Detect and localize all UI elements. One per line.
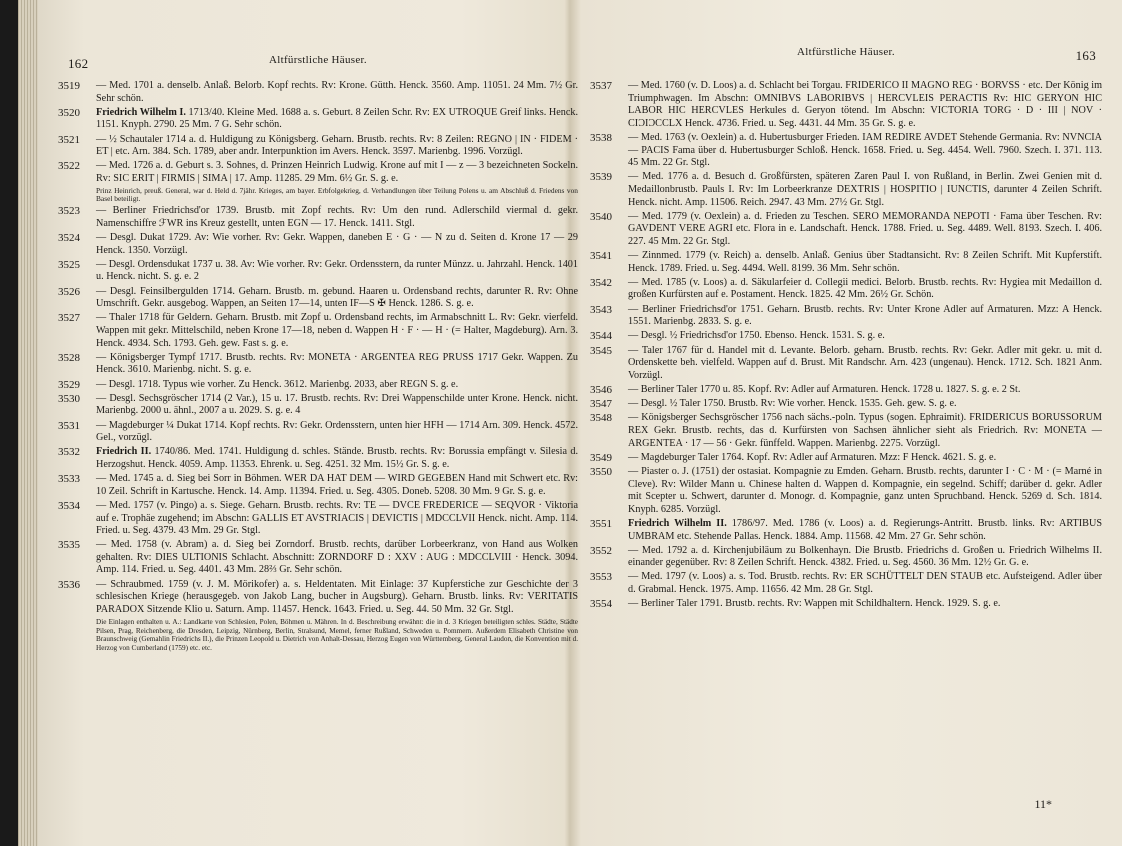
- entry-text: — Med. 1758 (v. Abram) a. d. Sieg bei Zorndorf. Brustb. rechts, darüber Lorbeerkranz, von Hand aus Wolken gehalten. Rv: DIES ULTIONIS Schlacht. Abschnitt: ZORNDORF D : XXV : AUG : MDCCLVIII · Henck. 3094. Amp. 114. Fried. u. Seg. 4401. 43 Mm. 28⅔ Gr. Sehr schön.: [96, 539, 578, 576]
- entry-number: 3553: [590, 571, 612, 584]
- catalog-entry: [590, 132, 1102, 170]
- entry-number: 3539: [590, 171, 612, 184]
- entry-number: 3551: [590, 517, 612, 530]
- catalog-entry: [590, 330, 1102, 343]
- entry-text: — Berliner Taler 1770 u. 85. Kopf. Rv: Adler auf Armaturen. Henck. 1728 u. 1827. S. g. e. 2 St.: [628, 384, 1021, 395]
- entry-text: — Desgl. Sechsgröscher 1714 (2 Var.), 15 u. 17. Brustb. rechts. Rv: Drei Wappenschilde unter Krone. Henck. nicht. Marienbg. 2000 u. ähnl., 2007 a u. 2029. S. g. e. 4: [96, 392, 578, 417]
- catalog-entry: [590, 412, 1102, 450]
- catalog-entry: [590, 211, 1102, 249]
- entry-number: 3527: [58, 312, 80, 325]
- left-page-header: [58, 46, 578, 71]
- catalog-entry: [590, 304, 1102, 329]
- entry-number: 3537: [590, 80, 612, 92]
- ruler-name: Friedrich II.: [96, 446, 155, 458]
- catalog-entry: [590, 80, 1102, 130]
- catalog-entry: [590, 518, 1102, 543]
- ruler-name: Friedrich Wilhelm I.: [96, 106, 189, 118]
- entry-number: 3519: [58, 80, 80, 92]
- right-page-header: [590, 46, 1102, 66]
- entry-text: — Schraubmed. 1759 (v. J. M. Mörikofer) a. s. Heldentaten. Mit Einlage: 37 Kupferstiche zur Geschichte der 3 schlesischen Kriege (herausgegeb. von Jakob Lang, bucher in Augsburg). Geharn. Brustb. links. Rv: VERITATIS PARADOX Sitzende Klio u. Saturn. Amp. 11457. Henck. 1643. Fried. u. Seg. 44. 50 Mm. 32 Gr. Stgl.: [96, 578, 578, 615]
- catalog-entry: [58, 205, 578, 230]
- entry-number: 3529: [58, 378, 80, 391]
- entry-number: 3544: [590, 330, 612, 343]
- catalog-entry: [58, 539, 578, 577]
- catalog-entry: [590, 171, 1102, 209]
- entry-number: 3530: [58, 392, 80, 405]
- entry-number: 3546: [590, 384, 612, 396]
- signature-mark: 11*: [1034, 797, 1052, 811]
- catalog-entry: [58, 259, 578, 284]
- catalog-entry: [590, 545, 1102, 570]
- entry-number: 3552: [590, 544, 612, 557]
- entry-number: 3550: [590, 465, 612, 478]
- catalog-entry: [58, 312, 578, 350]
- catalog-entry: [590, 277, 1102, 302]
- entry-number: 3541: [590, 250, 612, 263]
- entry-number: 3525: [58, 258, 80, 271]
- entry-number: 3538: [590, 131, 612, 144]
- entry-text: — Desgl. ½ Friedrichsd'or 1750. Ebenso. Henck. 1531. S. g. e.: [628, 330, 885, 342]
- entry-text: — Med. 1785 (v. Loos) a. d. Säkularfeier d. Collegii medici. Belorb. Brustb. rechts. Rv: Hygiea mit Medaillon d. großen Kurfürsten auf e. Postament. Henck. 1825. 42 Mm. 26½ Gr. Schön.: [628, 276, 1102, 301]
- catalog-entry: [58, 446, 578, 471]
- entry-number: 3535: [58, 539, 80, 552]
- catalog-entry: [590, 250, 1102, 275]
- entry-number: 3543: [590, 303, 612, 316]
- entry-text: — Desgl. Feinsilbergulden 1714. Geharn. Brustb. m. gebund. Haaren u. Ordensband rechts, darunter R. Rv: Ohne Umschrift. Gekr. ausgebog. Wappen, an Seiten 17—14, unten IF—S ✠ Henck. 1286. S. g. e.: [96, 285, 578, 310]
- catalog-entry: [58, 393, 578, 418]
- catalog-entry: [590, 571, 1102, 596]
- entry-number: 3533: [58, 473, 80, 486]
- right-page: [590, 0, 1102, 846]
- catalog-entry: [590, 345, 1102, 383]
- entry-text: — Med. 1797 (v. Loos) a. s. Tod. Brustb. rechts. Rv: ER SCHÜTTELT DEN STAUB etc. Aufsteigend. Adler über d. Grabmal. Henck. 1975. Amp. 11656. 42 Mm. 28 Gr. Stgl.: [628, 571, 1102, 596]
- entry-text: — Königsberger Tympf 1717. Brustb. rechts. Rv: MONETA · ARGENTEA REG PRUSS 1717 Gekr. Wappen. Zu Henck. 3610. Marienbg. nicht. S. g. e.: [96, 351, 578, 376]
- entry-text: 1786/97. Med. 1786 (v. Loos) a. d. Regierungs-Antritt. Brustb. links. Rv: ARTIBUS UMBRAM etc. Stehende Pallas. Henck. 1884. Amp. 11568. 42 Mm. 27 Gr. Sehr schön.: [628, 517, 1102, 542]
- right-entry-list: [590, 80, 1102, 612]
- entry-text: — Magdeburger Taler 1764. Kopf. Rv: Adler auf Armaturen. Mzz: F Henck. 4621. S. g. e.: [628, 451, 997, 463]
- entry-number: 3531: [58, 419, 80, 432]
- catalog-entry: [58, 420, 578, 445]
- footnote: Die Einlagen enthalten u. A.: Landkarte von Schlesien, Polen, Böhmen u. Mähren. In d. Beschreibung erwähnt: die in d. 3 Kriegen beteiligten schles. Städte, Städte Pilsen, Prag, Reichenberg, die Dresden, Leipzig, Nürnberg, Berlin, Stralsund, Memel, ferner Rußland, Schweden u. Pommern. Außerdem Elisabeth Christine von Braunschweig (Gemahlin Friedrichs II.), die Prinzen Leopold u. Dietrich von Anhalt-Dessau, Herzog Eugen von Württemberg, General Laudon, die Konvention mit d. Herzog von Cumberland (1759) etc. etc.: [96, 618, 578, 652]
- entry-text: — Desgl. Ordensdukat 1737 u. 38. Av: Wie vorher. Rv: Gekr. Ordensstern, da runter Münzz. u. Jahrzahl. Henck. 1401 u. Henck. nicht. S. g. e. 2: [96, 258, 578, 283]
- entry-number: 3520: [58, 106, 80, 119]
- catalog-entry: [58, 134, 578, 159]
- entry-text: — Med. 1763 (v. Oexlein) a. d. Hubertusburger Frieden. IAM REDIRE AVDET Stehende Germania. Rv: NVNCIA — PACIS Fama über d. Hubertusburger Schloß. Henck. 1658. Fried. u. Seg. 4454. Well. 7960. Szech. I. 371. 113. 45 Mm. 22 Gr. Stgl.: [628, 131, 1102, 169]
- entry-number: 3536: [58, 578, 80, 591]
- entry-text: — Piaster o. J. (1751) der ostasiat. Kompagnie zu Emden. Geharn. Brustb. rechts, darunter I · C · M · (= Marné in Cleve). Rv: Wilder Mann u. Chinese halten d. Wappen d. Kompagnie, ein segelnd. Schiff; darüber d. gekr. Adler mit Scepter u. Schwert, darunter d. Monogr. d. Kompagnie, ganz unten Spruchband. Henck. 5269 d. Sch. 1814. Knyph. 6285. Vorzügl.: [628, 465, 1102, 515]
- page-edges: [18, 0, 38, 846]
- entry-number: 3548: [590, 412, 612, 425]
- book-spread: [18, 0, 1122, 846]
- entry-text: — Med. 1701 a. denselb. Anlaß. Belorb. Kopf rechts. Rv: Krone. Gütth. Henck. 3560. Amp. 11051. 24 Mm. 7½ Gr. Sehr schön.: [96, 80, 578, 104]
- catalog-entry: [58, 473, 578, 498]
- entry-text: — Thaler 1718 für Geldern. Geharn. Brustb. mit Zopf u. Ordensband rechts, im Armabschnitt L. Rv: Gekr. vierfeld. Wappen mit gekr. Mittelschild, neben Krone 17—18, neben d. Wappen H · F · — H · (= Halter, Magdeburg). Arn. 3. Henck. 4934. Sch. 1793. Geh. gew. Fast s. g. e.: [96, 312, 578, 349]
- entry-number: 3522: [58, 160, 80, 173]
- entry-text: — Desgl. ½ Taler 1750. Brustb. Rv: Wie vorher. Henck. 1535. Geh. gew. S. g. e.: [628, 398, 957, 410]
- entry-text: — Med. 1792 a. d. Kirchenjubiläum zu Bolkenhayn. Die Brustb. Friedrichs d. Großen u. Friedrich Wilhelms II. einander gegenüber. Rv: 8 Zeilen Schrift. Henck. 4382. Fried. u. Seg. 4560. 36 Mm. 12½ Gr. G. e.: [628, 544, 1102, 569]
- entry-text: 1713/40. Kleine Med. 1688 a. s. Geburt. 8 Zeilen Schr. Rv: EX UTROQUE Greif links. Henck. 1151. Knyph. 2790. 25 Mm. 7 G. Sehr schön.: [96, 106, 578, 131]
- entry-text: — Med. 1726 a. d. Geburt s. 3. Sohnes, d. Prinzen Heinrich Ludwig. Krone auf mit I — z — 3 bezeichneten Sockeln. Rv: SIC ERIT | FIRMIS | SIMA | 17. Amp. 11285. 29 Mm. 6½ Gr. S. g. e.: [96, 160, 578, 184]
- entry-number: 3547: [590, 398, 612, 411]
- catalog-entry: [590, 384, 1102, 397]
- entry-number: 3526: [58, 285, 80, 298]
- entry-number: 3540: [590, 210, 612, 223]
- entry-text: — Zinnmed. 1779 (v. Reich) a. denselb. Anlaß. Genius über Stadtansicht. Rv: 8 Zeilen Schrift. Mit Kupferstift. Henck. 1789. Fried. u. Seg. 4494. Well. 8199. 36 Mm. Sehr schön.: [628, 250, 1102, 274]
- catalog-entry: [590, 466, 1102, 516]
- entry-text: — Berliner Taler 1791. Brustb. rechts. Rv: Wappen mit Schildhaltern. Henck. 1929. S. g. e.: [628, 598, 1001, 610]
- entry-number: 3534: [58, 499, 80, 512]
- right-page-number: 163: [1075, 48, 1096, 63]
- entry-number: 3545: [590, 344, 612, 357]
- catalog-entry: [590, 452, 1102, 465]
- left-page: [58, 0, 578, 846]
- right-running-title: Altfürstliche Häuser.: [797, 46, 895, 58]
- catalog-entry: [58, 352, 578, 377]
- entry-text: — Taler 1767 für d. Handel mit d. Levante. Belorb. geharn. Brustb. rechts. Rv: Gekr. Adler mit gekr. u. mit d. Ordenskette beh. vielfeld. Wappen auf d. Brust. Mit Randschr. Arn. 423 (ungenau). Henck. 1712. Sch. 1821 Anm. Vorzügl.: [628, 344, 1102, 381]
- entry-text: — Magdeburger ¼ Dukat 1714. Kopf rechts. Rv: Gekr. Ordensstern, unten hier HFH — 1714 Arn. 309. Henck. 4572. Gel., vorzügl.: [96, 419, 578, 444]
- entry-number: 3532: [58, 446, 80, 459]
- entry-number: 3542: [590, 276, 612, 289]
- catalog-entry: [590, 598, 1102, 611]
- entry-text: — Med. 1760 (v. D. Loos) a. d. Schlacht bei Torgau. FRIDERICO II MAGNO REG · BORVSS · etc. Der König im Triumphwagen. Im Abschn: OMNIBVS LABORIBVS | HERCVLEIS PERACTIS Rv: HIC GERYON HIC LABOR HIC HERCVLES Herkules d. Geryon tötend. Im Abschn: VICTORIA TORG · D · III | NOV · CIƆIƆCCLX Henck. 4736. Fried. u. Seg. 4431. 44 Mm. 35 Gr. S. g. e.: [628, 80, 1102, 129]
- entry-number: 3521: [58, 133, 80, 146]
- catalog-entry: [58, 500, 578, 538]
- entry-number: 3524: [58, 232, 80, 245]
- entry-text: — Med. 1757 (v. Pingo) a. s. Siege. Geharn. Brustb. rechts. Rv: TE — DVCE FREDERICE — SEQVOR · Viktoria auf e. Trophäe zugehend; im Abschn: GALLIS ET AVSTRIACIS | DEVICTIS | MDCCLVII Henck. nicht. Amp. 114. Fried. u. Seg. 4379. 43 Mm. 29 Gr. Stgl.: [96, 499, 578, 537]
- catalog-entry: [58, 80, 578, 105]
- catalog-entry: [58, 232, 578, 257]
- catalog-entry: [58, 107, 578, 132]
- catalog-entry: [58, 286, 578, 311]
- left-page-number: 162: [68, 56, 89, 71]
- entry-text: — Berliner Friedrichsd'or 1751. Geharn. Brustb. rechts. Rv: Unter Krone Adler auf Armaturen. Mzz: A Henck. 1551. Marienbg. 2833. S. g. e.: [628, 303, 1102, 328]
- entry-number: 3554: [590, 598, 612, 611]
- entry-text: — Desgl. 1718. Typus wie vorher. Zu Henck. 3612. Marienbg. 2033, aber REGN S. g. e.: [96, 378, 459, 390]
- entry-text: — Med. 1745 a. d. Sieg bei Sorr in Böhmen. WER DA HAT DEM — WIRD GEGEBEN Hand mit Schwert etc. Rv: 10 Zeil. Schrift in Kartusche. Henck. 14. Amp. 11394. Fried. u. Seg. 4305. Doneb. 5208. 30 Mm. 9 Gr. S. g. e.: [96, 473, 578, 497]
- catalog-entry: [58, 160, 578, 203]
- catalog-entry: [58, 379, 578, 392]
- entry-note: Prinz Heinrich, preuß. General, war d. Held d. 7jähr. Krieges, am bayer. Erbfolgekrieg, d. Verhandlungen über Teilung Polens u. am Abschluß d. Friedens von Basel beteiligt.: [96, 185, 578, 204]
- ruler-name: Friedrich Wilhelm II.: [628, 517, 732, 529]
- entry-text: — Königsberger Sechsgröscher 1756 nach sächs.-poln. Typus (sogen. Ephraimit). FRIDERICUS BORUSSORUM REX Gekr. Brustb. rechts, das d. Kurfürsten von Sachsen ähnlicher sieht als Friedrich. Rv: MONETA — ARGENTEA · 17 — 56 · Gekr. fünffeld. Wappen. Marienbg. 2275. Vorzügl.: [628, 412, 1102, 449]
- entry-text: — Med. 1776 a. d. Besuch d. Großfürsten, späteren Zaren Paul I. von Rußland, in Berlin. Zwei Genien mit d. Medaillonbrustb. Pauls I. Rv: Im Lorbeerkranze DEXTRIS | HOSPITIO | IUNCTIS, darunter 4 Zeilen Schrift. Henck. nicht. Amp. 11506. Reich. 2947. 43 Mm. 27½ Gr. Stgl.: [628, 171, 1102, 208]
- entry-text: 1740/86. Med. 1741. Huldigung d. schles. Stände. Brustb. rechts. Rv: Borussia empfängt v. Silesia d. Herzogshut. Henck. 4059. Amp. 11353. Ehrenk. u. Seg. 4251. 32 Mm. 15½ Gr. S. g. e.: [96, 446, 578, 470]
- entry-text: — ½ Schautaler 1714 a. d. Huldigung zu Königsberg. Geharn. Brustb. rechts. Rv: 8 Zeilen: REGNO | IN · FIDEM · ET | etc. Arn. 384. Sch. 1789, aber andr. Interpunktion im Avers. Henck. 3597. Marienbg. 1996. Vorzügl.: [96, 133, 578, 158]
- catalog-entry: [58, 579, 578, 617]
- catalog-entry: [590, 398, 1102, 411]
- left-entry-list: [58, 80, 578, 652]
- entry-number: 3523: [58, 205, 80, 218]
- entry-text: — Desgl. Dukat 1729. Av: Wie vorher. Rv: Gekr. Wappen, daneben E · G · — N zu d. Seiten d. Krone 17 — 29 Henck. 1350. Vorzügl.: [96, 232, 578, 256]
- entry-text: — Berliner Friedrichsd'or 1739. Brustb. mit Zopf rechts. Rv: Um den rund. Adlerschild viermal d. gekr. Namenschiffre ℱWR ins Kreuz gestellt, unten EGN — 17. Henck. 1411. Stgl.: [96, 205, 578, 229]
- entry-number: 3528: [58, 351, 80, 364]
- entry-number: 3549: [590, 451, 612, 464]
- entry-text: — Med. 1779 (v. Oexlein) a. d. Frieden zu Teschen. SERO MEMORANDA NEPOTI · Fama über Teschen. Rv: GAVDENT VERE AGRI etc. Flora in e. Landschaft. Henck. 1788. Fried. u. Seg. 4489. Well. 8193. Szech. I. 406. 227. 45 Mm. 22 Gr. Stgl.: [628, 210, 1102, 247]
- left-running-title: Altfürstliche Häuser.: [269, 54, 367, 66]
